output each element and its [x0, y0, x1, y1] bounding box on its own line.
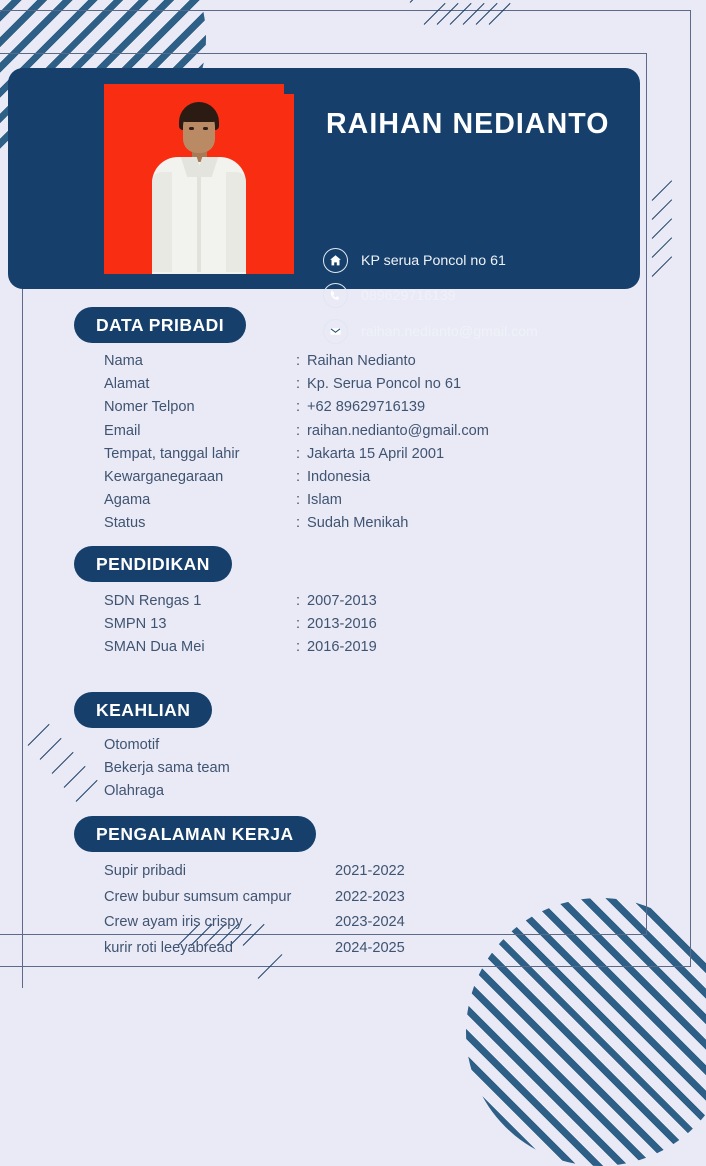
skill-row-label: Otomotif: [104, 737, 160, 753]
personal-data-row-separator: :: [295, 492, 301, 509]
education-row-value: 2016-2019: [307, 639, 377, 656]
personal-data-row-separator: :: [295, 445, 301, 462]
personal-data-row-separator: :: [295, 468, 301, 485]
personal-data-row: [104, 492, 489, 515]
education-row: [104, 593, 377, 616]
experience-rows: [104, 863, 405, 965]
skill-row: [104, 760, 230, 783]
education-row: [104, 639, 377, 662]
personal-data-row-label: Agama: [104, 492, 151, 509]
experience-row: [104, 863, 405, 889]
personal-data-row-label: Nomer Telpon: [104, 399, 195, 416]
education-row-value: 2013-2016: [307, 616, 377, 633]
personal-data-row: [104, 469, 489, 492]
profile-portrait-image: [142, 102, 256, 274]
experience-row: [104, 914, 405, 940]
personal-data-row-value: Raihan Nedianto: [307, 353, 416, 369]
skill-row-label: Olahraga: [104, 783, 165, 800]
envelope-icon: [323, 319, 348, 344]
profile-photo-frame: [104, 84, 294, 274]
education-row: [104, 616, 377, 639]
personal-data-rows: [104, 353, 489, 539]
experience-row-value: 2023-2024: [335, 914, 405, 930]
personal-data-row-value: +62 89629716139: [307, 399, 426, 416]
skills-rows: [104, 737, 230, 807]
experience-row-value: 2021-2022: [335, 863, 405, 879]
contact-row-email: [323, 319, 538, 344]
personal-data-row-value: Indonesia: [307, 468, 371, 485]
contact-phone-text: 089629716139: [361, 287, 456, 304]
education-row-separator: :: [295, 616, 301, 633]
experience-row-label: Supir pribadi: [104, 863, 186, 879]
personal-data-row-label: Email: [104, 422, 141, 439]
skill-row: [104, 737, 230, 760]
personal-data-row: [104, 399, 489, 422]
personal-data-row: [104, 376, 489, 399]
education-row-value: 2007-2013: [307, 593, 377, 609]
profile-photo-red-background: [104, 84, 294, 274]
personal-data-row-separator: :: [295, 353, 301, 369]
experience-row-label: kurir roti leeyabread: [104, 939, 233, 956]
education-row-separator: :: [295, 639, 301, 656]
personal-data-row-label: Nama: [104, 353, 143, 369]
personal-data-row-value: Sudah Menikah: [307, 515, 409, 532]
skill-row-label: Bekerja sama team: [104, 760, 230, 777]
experience-row: [104, 889, 405, 915]
contact-row-phone: [323, 283, 456, 308]
contact-address-text: KP serua Poncol no 61: [361, 252, 506, 269]
personal-data-row-label: Status: [104, 515, 146, 532]
section-title-keahlian: KEAHLIAN: [74, 692, 212, 728]
education-row-label: SMPN 13: [104, 616, 167, 633]
personal-data-row-separator: :: [295, 422, 301, 439]
personal-data-row-value: Kp. Serua Poncol no 61: [307, 376, 462, 393]
experience-row: [104, 940, 405, 966]
section-title-pendidikan: PENDIDIKAN: [74, 546, 232, 582]
personal-data-row-value: raihan.nedianto@gmail.com: [307, 422, 489, 439]
personal-data-row-label: Tempat, tanggal lahir: [104, 445, 240, 462]
home-icon: [323, 248, 348, 273]
personal-data-row-separator: :: [295, 376, 301, 393]
skill-row: [104, 783, 230, 806]
personal-data-row-label: Alamat: [104, 376, 150, 393]
experience-row-label: Crew ayam iris crispy: [104, 914, 243, 930]
personal-data-row-separator: :: [295, 399, 301, 416]
education-rows: [104, 593, 377, 663]
contact-row-address: [323, 248, 506, 273]
personal-data-row: [104, 446, 489, 469]
personal-data-row: [104, 423, 489, 446]
experience-row-value: 2024-2025: [335, 939, 405, 956]
contact-email-text: raihan.nedianto@gmail.com: [361, 323, 538, 340]
education-row-separator: :: [295, 593, 301, 609]
personal-data-row-value: Jakarta 15 April 2001: [307, 445, 445, 462]
experience-row-value: 2022-2023: [335, 888, 405, 905]
education-row-label: SDN Rengas 1: [104, 593, 202, 609]
experience-row-label: Crew bubur sumsum campur: [104, 888, 292, 905]
section-title-pengalaman-kerja: PENGALAMAN KERJA: [74, 816, 316, 852]
phone-icon: [323, 283, 348, 308]
education-row-label: SMAN Dua Mei: [104, 639, 205, 656]
page-title: RAIHAN NEDIANTO: [326, 108, 610, 140]
personal-data-row-label: Kewarganegaraan: [104, 468, 224, 485]
personal-data-row: [104, 515, 489, 538]
personal-data-row-value: Islam: [307, 492, 342, 509]
section-title-data-pribadi: DATA PRIBADI: [74, 307, 246, 343]
personal-data-row-separator: :: [295, 515, 301, 532]
personal-data-row: [104, 353, 489, 376]
